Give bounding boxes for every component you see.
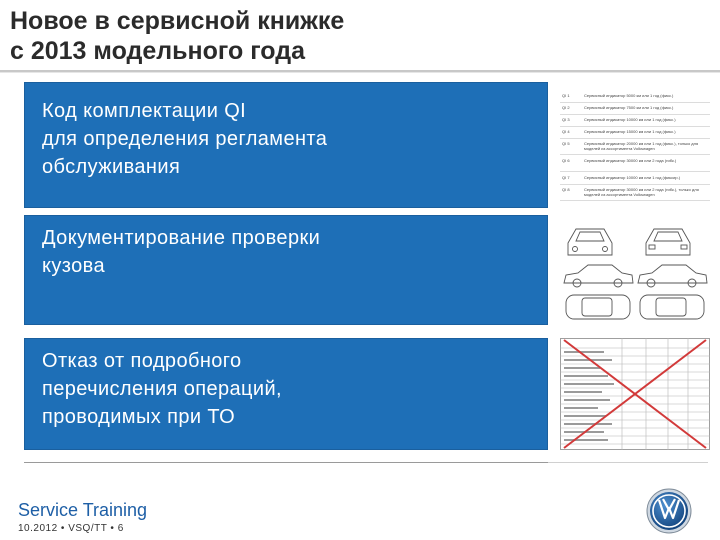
panel-body-check <box>24 215 548 325</box>
qi-code-id: QI 1 <box>562 93 570 98</box>
panel-line: кузова <box>42 255 105 277</box>
footer-brand: Service Training <box>18 500 148 520</box>
slide-title <box>10 6 570 66</box>
title-line-2: с 2013 модельного года <box>10 37 306 65</box>
panel-line: перечисления операций, <box>42 378 283 400</box>
qi-code-id: QI 6 <box>562 158 570 163</box>
panel-line: Отказ от подробного <box>42 350 242 372</box>
qi-code-id: QI 7 <box>562 175 570 180</box>
panel-body-check-text <box>42 224 320 280</box>
title-divider-shadow <box>0 72 720 73</box>
qi-code-desc: Сервисный индикатор 30000 км или 2 года (гибк.) <box>584 158 677 163</box>
qi-code-desc: Сервисный индикатор 7500 км или 1 год (фикс.) <box>584 105 674 110</box>
row-line <box>560 154 710 155</box>
qi-code-desc: Сервисный индикатор 30000 км или 2 года (гибк.), только для моделей из ассортимента Volkswagen <box>584 187 699 197</box>
panel-line: для определения регламента <box>42 128 328 150</box>
qi-code-id: QI 3 <box>562 117 570 122</box>
qi-code-desc: Сервисный индикатор 20000 км или 1 год (фикс.), только для моделей из ассортимента Volkswagen <box>584 141 699 151</box>
qi-code-id: QI 8 <box>562 187 570 192</box>
footer-meta: 10.2012 • VSQ/TT • 6 <box>18 523 124 534</box>
row-line <box>560 138 710 139</box>
crossed-out-form-icon <box>560 338 710 450</box>
qi-code-desc: Сервисный индикатор 10000 км или 1 год (фикс.) <box>584 117 676 122</box>
row-line <box>560 184 710 185</box>
panel-qi-code-text <box>42 97 327 181</box>
row-line <box>560 171 710 172</box>
panel-qi-code <box>24 82 548 208</box>
title-line-1: Новое в сервисной книжке <box>10 7 345 35</box>
vw-logo-icon <box>646 488 692 534</box>
car-outline-icon <box>560 215 710 327</box>
qi-code-desc: Сервисный индикатор 15000 км или 1 год (фикс.) <box>584 129 676 134</box>
row-line <box>560 114 710 115</box>
panel-operations-list-text <box>42 347 282 431</box>
row-line <box>560 200 710 201</box>
qi-code-desc: Сервисный индикатор 10000 км или 1 год (фиксир.) <box>584 175 681 180</box>
qi-code-id: QI 5 <box>562 141 570 146</box>
panel-line: Документирование проверки <box>42 227 321 249</box>
qi-code-id: QI 4 <box>562 129 570 134</box>
footer-divider <box>24 462 548 463</box>
footer-divider-right <box>548 462 708 463</box>
panel-line: проводимых при ТО <box>42 406 236 428</box>
qi-code-id: QI 2 <box>562 105 570 110</box>
row-line <box>560 126 710 127</box>
panel-line: Код комплектации QI <box>42 100 247 122</box>
row-line <box>560 102 710 103</box>
panel-line: обслуживания <box>42 156 181 178</box>
qi-code-desc: Сервисный индикатор 5000 км или 1 год (фикс.) <box>584 93 674 98</box>
panel-operations-list <box>24 338 548 450</box>
